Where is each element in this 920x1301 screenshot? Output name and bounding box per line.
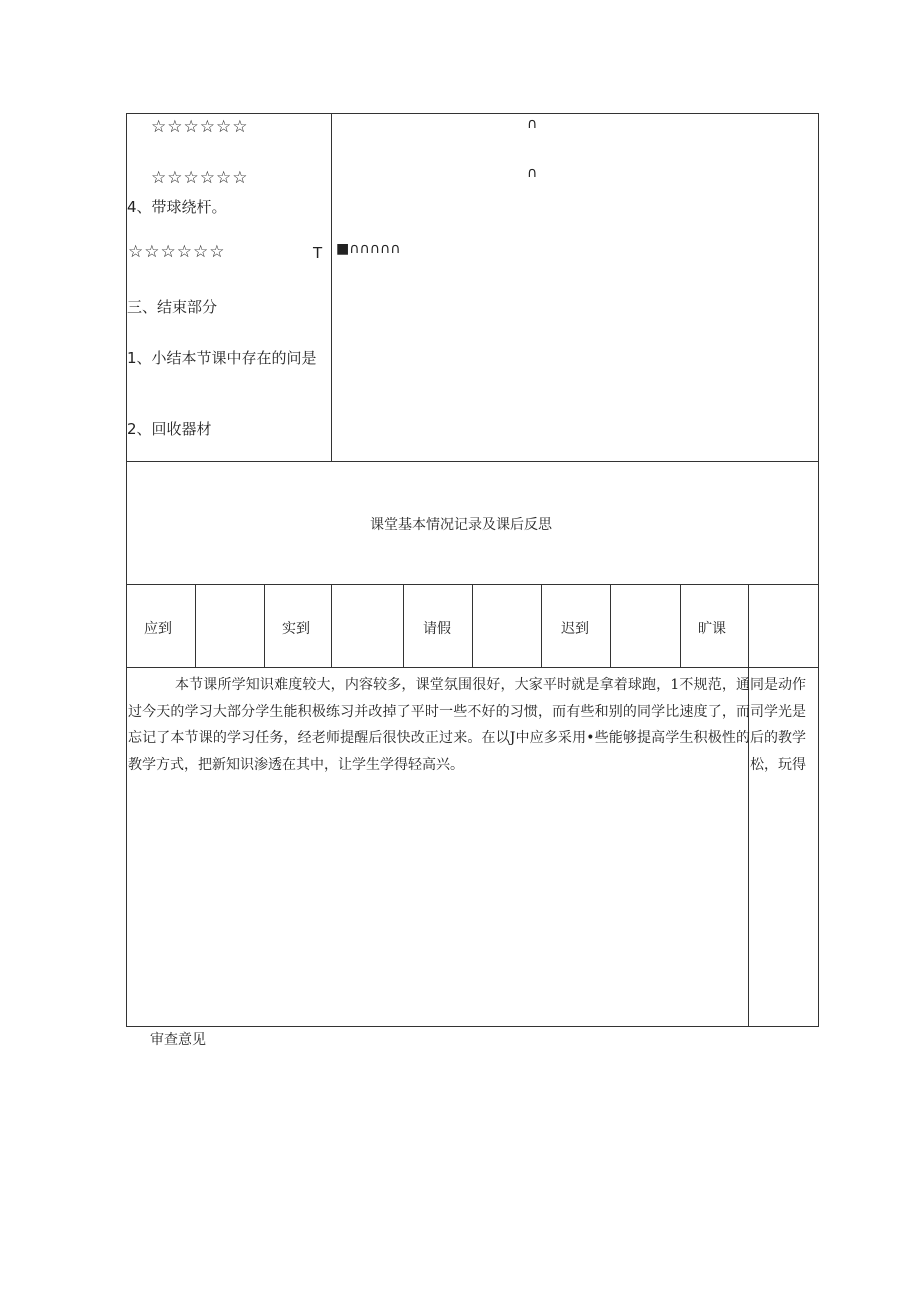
attendance-divider-2 [264, 584, 265, 668]
star-rating-row-2: ☆☆☆☆☆☆ [151, 168, 249, 188]
attendance-divider-8 [680, 584, 681, 668]
review-opinion-label: 审查意见 [150, 1032, 206, 1048]
formation-row: ■∩∩∩∩∩ [336, 241, 401, 257]
drill-item-4: 4、带球绕杆。 [127, 198, 227, 216]
upper-section-bottom-border [126, 461, 819, 462]
table-bottom-border [126, 1026, 819, 1027]
side-line-4: 松，玩得 [750, 756, 806, 773]
attendance-divider-6 [541, 584, 542, 668]
attendance-divider-4 [403, 584, 404, 668]
summary-item-2: 2、回收器材 [127, 420, 212, 438]
label-absent: 旷课 [698, 621, 726, 637]
side-line-3: 后的教学 [750, 730, 806, 746]
attendance-divider-5 [472, 584, 473, 668]
attendance-divider-9 [748, 584, 749, 668]
reflection-side-column [750, 672, 818, 778]
table-top-border [126, 113, 819, 114]
upper-column-divider [331, 113, 332, 462]
label-present: 实到 [282, 621, 310, 637]
formation-arc-1: ∩ [527, 116, 538, 132]
attendance-divider-7 [610, 584, 611, 668]
attendance-divider-1 [195, 584, 196, 668]
t-mark: T [313, 244, 323, 262]
section-3-heading: 三、结束部分 [127, 298, 218, 316]
star-rating-row-3: ☆☆☆☆☆☆ [128, 242, 226, 262]
attendance-divider-3 [331, 584, 332, 668]
label-late: 迟到 [561, 621, 589, 637]
side-line-1: 同是动作 [750, 677, 806, 693]
summary-item-1: 1、小结本节课中存在的问是 [127, 349, 317, 367]
table-left-border [126, 113, 127, 1027]
label-expected: 应到 [144, 621, 172, 637]
table-right-border [818, 113, 819, 1027]
record-title: 课堂基本情况记录及课后反思 [370, 517, 552, 533]
formation-arc-2: ∩ [527, 165, 538, 181]
side-line-2: 司学光是 [750, 703, 806, 720]
reflection-text: 本节课所学知识难度较大，内容较多，课堂氛围很好，大家平时就是拿着球跑，1不规范，通过今天的学习大部分学生能积极练习并改掉了平时一些不好的习惯，而有些和别的同学比速度了，而忘记了本节课的学习任务，经老师提醒后很快改正过来。在以J中应多采用•些能够提高学生积极性的教学方式，把新知识渗透在其中，让学生学得轻高兴。 [128, 677, 750, 773]
star-rating-row-1: ☆☆☆☆☆☆ [151, 117, 249, 137]
label-leave: 请假 [423, 621, 451, 637]
